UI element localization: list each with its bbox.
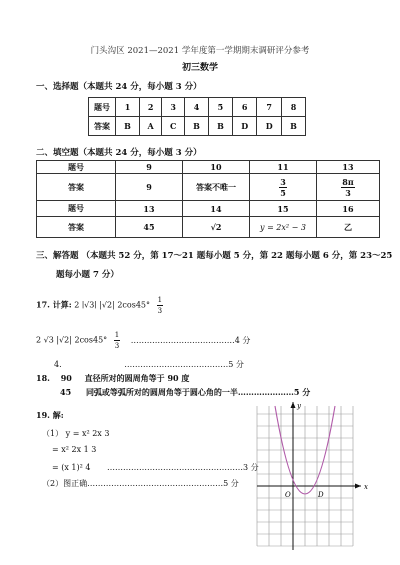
table-cell: 2 [139, 98, 161, 117]
table-cell: 9 [116, 161, 183, 174]
section2-heading: 二、填空题（本题共 24 分，每小题 3 分） [36, 148, 202, 158]
q18-reason-2: 同弧或等弧所对的圆周角等于圆心角的一半…………………5 分 [85, 387, 311, 397]
table-row [37, 217, 380, 238]
section1-table [88, 97, 306, 136]
fraction: $\frac{1}{3}$ [114, 331, 120, 350]
table-cell: 1 [116, 98, 140, 117]
table-cell: A [139, 117, 161, 136]
q19-step3 [52, 462, 259, 473]
table-cell: B [281, 117, 305, 136]
section3-heading-line1: 三、解答题 （本题共 52 分，第 17～21 题每小题 5 分，第 22 题每小题 6 分，第 23～25 [36, 251, 393, 261]
q17-line3-expr: 4. [54, 360, 62, 369]
table-cell: B [208, 117, 232, 136]
table-cell: 14 [183, 201, 250, 217]
q18-value-1: 90 [60, 373, 72, 383]
table-cell: 13 [116, 201, 183, 217]
page-title: 门头沟区 2021—2021 学年度第一学期期末调研评分参考 [90, 46, 310, 56]
table-cell: 答案 [37, 217, 116, 238]
table-cell: 15 [250, 201, 317, 217]
table-cell: 7 [257, 98, 282, 117]
q19-score-3: ……………………………………………3 分 [107, 463, 259, 472]
table-cell: C [162, 117, 185, 136]
y-axis-arrow [291, 402, 296, 408]
table-cell: 答案 [37, 174, 116, 201]
table-cell: 11 [250, 161, 317, 174]
table-cell: 题号 [37, 161, 116, 174]
point-d-label: D [318, 491, 324, 499]
table-row [89, 117, 306, 136]
q19-part2: （2）图正确……………………………………………5 分 [42, 479, 239, 488]
table-row [37, 161, 380, 174]
q17-line2-expr: 2 √3 |√2| 2cos45° [36, 335, 108, 345]
q17-line2 [36, 330, 250, 351]
x-axis-arrow [355, 484, 361, 489]
page-subtitle: 初三数学 [181, 63, 218, 73]
table-cell: 乙 [317, 217, 380, 238]
origin-label: O [285, 491, 291, 499]
q18-line2 [60, 387, 310, 398]
table-row [37, 174, 380, 201]
q19-label: 19. 解: [36, 410, 64, 420]
table-cell: √2 [183, 217, 250, 238]
table-cell: 10 [183, 161, 250, 174]
table-cell: 8 [281, 98, 305, 117]
table-cell: 题号 [37, 201, 116, 217]
q19-step2: = x² 2x 1 3 [52, 445, 97, 454]
table-cell: B [185, 117, 209, 136]
table-cell: y = 2x² − 3 [250, 217, 317, 238]
table-cell: 13 [317, 161, 380, 174]
parabola-graph [255, 400, 375, 550]
table-cell: D [232, 117, 257, 136]
table-row [37, 201, 380, 217]
table-cell: 题号 [89, 98, 116, 117]
table-cell [250, 174, 317, 201]
section3-heading-line2: 题每小题 7 分） [56, 270, 119, 280]
q17-line3 [54, 359, 244, 370]
section1-heading: 一、选择题（本题共 24 分，每小题 3 分） [36, 82, 202, 92]
table-cell: 6 [232, 98, 257, 117]
q17-expr: 2 ∣√3∣ |√2| 2cos45° [74, 300, 151, 310]
q18-reason-1: 直径所对的圆周角等于 90 度 [84, 373, 190, 383]
q17-score-4: …………………………………4 分 [130, 335, 251, 345]
table-cell: 9 [116, 174, 183, 201]
table-cell: 16 [317, 201, 380, 217]
table-cell: 45 [116, 217, 183, 238]
y-axis-label: y [297, 402, 301, 410]
table-cell: D [257, 117, 282, 136]
q19-part1: （1） y = x² 2x 3 [42, 429, 110, 438]
grid [257, 406, 353, 546]
fraction: $\frac{8\pi}{3}$ [342, 176, 354, 198]
fraction: $\frac{3}{5}$ [280, 176, 286, 198]
table-cell: 3 [162, 98, 185, 117]
q18-line1 [36, 373, 189, 384]
fraction: $\frac{1}{3}$ [157, 296, 163, 315]
table-cell: 5 [208, 98, 232, 117]
x-axis-label: x [364, 483, 368, 491]
table-cell: 4 [185, 98, 209, 117]
q17-line1 [36, 295, 163, 316]
table-cell: B [116, 117, 140, 136]
q18-number: 18. [36, 373, 50, 383]
table-cell: 答案 [89, 117, 116, 136]
q19-step3-expr: = (x 1)² 4 [52, 463, 91, 472]
q17-label: 17. 计算: [36, 299, 72, 310]
section2-table [36, 160, 380, 238]
table-cell [317, 174, 380, 201]
q17-score-5: …………………………………5 分 [124, 360, 244, 369]
table-row [89, 98, 306, 117]
table-cell: 答案不唯一 [183, 174, 250, 201]
q18-value-2: 45 [60, 387, 72, 397]
